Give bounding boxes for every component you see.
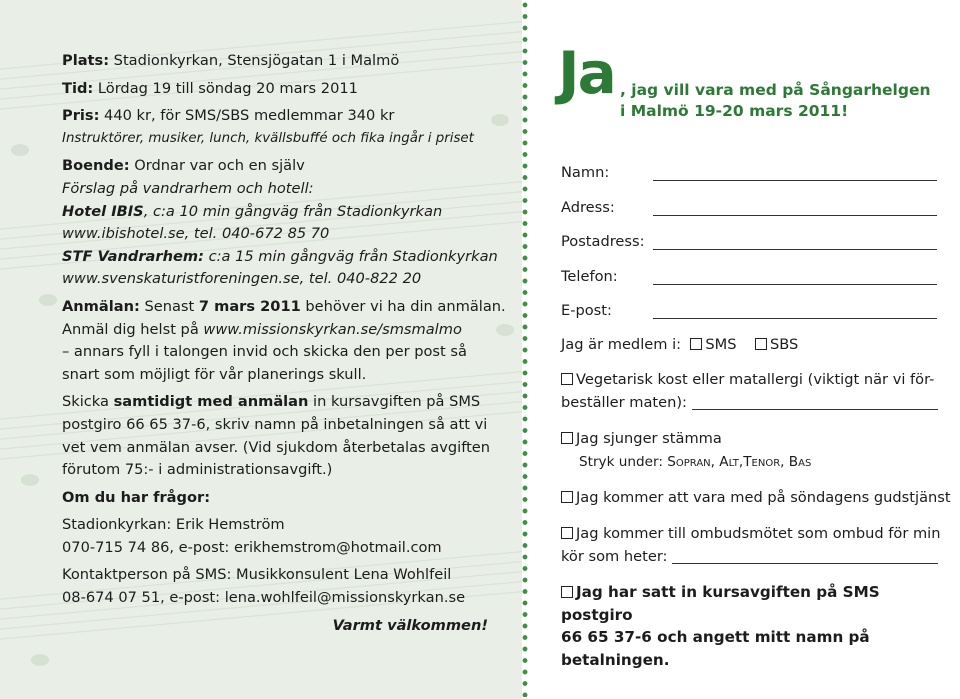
phone-field[interactable]: Telefon: — [561, 264, 953, 299]
name-field[interactable]: Namn: — [561, 160, 953, 195]
sbs-checkbox[interactable] — [755, 338, 767, 350]
registration-web: Anmäl dig helst på www.missionskyrkan.se/smsmalmo — [62, 320, 462, 338]
contact-stadionkyrkan: Stadionkyrkan: Erik Hemström — [62, 516, 285, 534]
payment-text: postgiro 66 65 37-6, skriv namn på inbetalningen så att vi — [62, 415, 488, 433]
delegate-checkbox[interactable] — [561, 527, 573, 539]
form-fields — [561, 160, 953, 669]
membership-row: Jag är medlem i: SMS SBS — [561, 336, 799, 353]
payment-text: Skicka samtidigt med anmälan in kursavgiften på SMS — [62, 393, 481, 411]
delegate-option: Jag kommer till ombudsmötet som ombud för min kör som heter: — [561, 525, 941, 565]
form-heading: , jag vill vara med på Sångarhelgen i Malmö 19-20 mars 2011! — [620, 81, 931, 120]
email-field[interactable]: E-post: — [561, 298, 953, 333]
time-line: Tid: Lördag 19 till söndag 20 mars 2011 — [62, 79, 358, 97]
payment-option: Jag har satt in kursavgiften på SMS postgiro 66 65 37-6 och angett mitt namn på betalningen. — [561, 583, 880, 669]
hotel-ibis: Hotel IBIS, c:a 10 min gångväg från Stadionkyrkan — [62, 202, 443, 220]
allergy-line[interactable] — [692, 409, 938, 410]
venue-line: Plats: Stadionkyrkan, Stensjögatan 1 i Malmö — [62, 52, 400, 69]
payment-checkbox[interactable] — [561, 586, 573, 598]
voice-parts[interactable]: Sopran, Alt,Tenor, Bas — [667, 453, 812, 470]
contact-sms-details: 08-674 07 51, e-post: lena.wohlfeil@missionskyrkan.se — [62, 589, 466, 607]
closing-greeting: Varmt välkommen! — [332, 616, 488, 634]
registration-form — [530, 0, 960, 699]
service-option: Jag kommer att vara med på söndagens gudstjänst — [561, 487, 956, 510]
lodging-line: Boende: Ordnar var och en själv — [62, 157, 305, 175]
choir-name-line[interactable] — [672, 563, 938, 564]
lodging-suggestions: Förslag på vandrarhem och hotell: — [62, 179, 314, 197]
price-note: Instruktörer, musiker, lunch, kvällsbuffé och fika ingår i priset — [62, 130, 474, 146]
questions-heading: Om du har frågor: — [62, 488, 211, 506]
registration-text: – annars fyll i talongen invid och skicka den per post så — [62, 343, 467, 361]
postal-address-field[interactable]: Postadress: — [561, 229, 953, 264]
address-field[interactable]: Adress: — [561, 195, 953, 230]
vegetarian-checkbox[interactable] — [561, 373, 573, 385]
contact-stadionkyrkan-details: 070-715 74 86, e-post: erikhemstrom@hotmail.com — [62, 538, 442, 556]
hostel-stf: STF Vandrarhem: c:a 15 min gångväg från Stadionkyrkan — [62, 247, 498, 265]
hotel-ibis-contact: www.ibishotel.se, tel. 040-672 85 70 — [62, 225, 330, 243]
perforation-divider — [522, 2, 528, 697]
form-ja: Ja — [558, 39, 615, 107]
contact-sms: Kontaktperson på SMS: Musikkonsulent Lena Wohlfeil — [62, 566, 452, 584]
registration-link[interactable]: www.missionskyrkan.se/smsmalmo — [203, 320, 462, 338]
sms-checkbox[interactable] — [690, 338, 702, 350]
hostel-stf-contact: www.svenskaturistforeningen.se, tel. 040-822 20 — [62, 270, 422, 288]
event-info — [62, 50, 506, 637]
registration-text: snart som möjligt för vår planerings skull. — [62, 365, 367, 383]
vegetarian-option: Vegetarisk kost eller matallergi (viktigt när vi för- beställer maten): — [561, 369, 956, 414]
payment-text: förutom 75:- i administrationsavgift.) — [62, 461, 333, 479]
payment-text: vet vem anmälan avser. (Vid sjukdom återbetalas avgiften — [62, 438, 491, 456]
price-line: Pris: 440 kr, för SMS/SBS medlemmar 340 kr — [62, 107, 395, 125]
service-checkbox[interactable] — [561, 491, 573, 503]
registration-line: Anmälan: Senast 7 mars 2011 behöver vi ha din anmälan. — [62, 297, 506, 315]
voice-checkbox[interactable] — [561, 432, 573, 444]
voice-option: Jag sjunger stämma Stryk under: Sopran, Alt,Tenor, Bas — [561, 428, 956, 473]
